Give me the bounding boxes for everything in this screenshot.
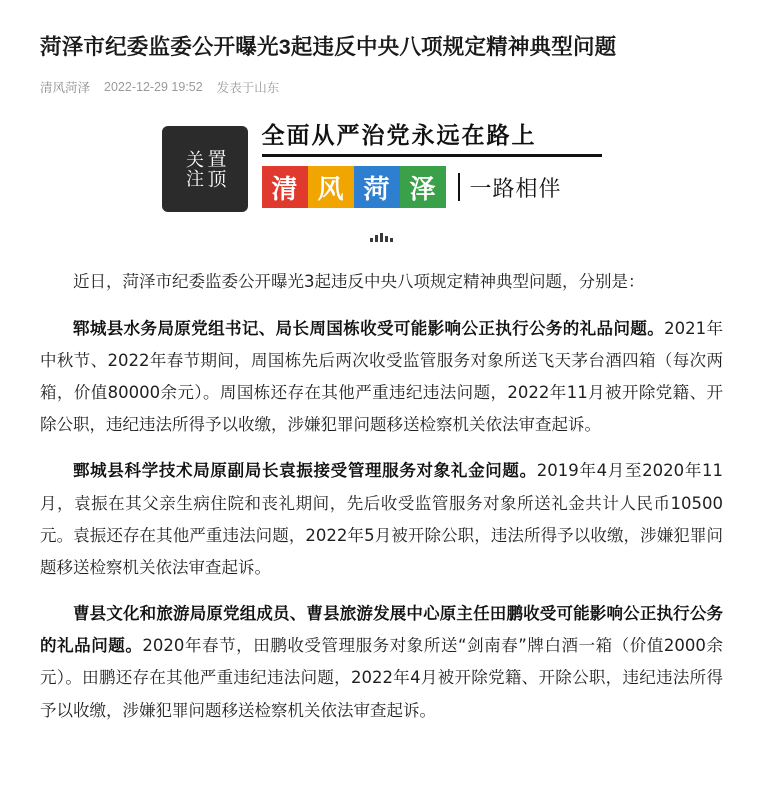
article-container [0,14,763,726]
banner-tail [458,172,562,203]
paragraph-case-1 [40,313,723,442]
paragraph-case-3 [40,598,723,727]
article-meta [40,78,723,96]
seal-char-zhu: 注 [182,169,204,189]
banner-divider [262,154,602,157]
seal-char-ding: 顶 [204,169,227,190]
seal-right-column [205,149,226,189]
brand-char-he: 菏 [354,166,400,208]
article-body [40,266,723,726]
banner-inner [162,122,602,218]
brand-char-qing: 清 [262,166,308,208]
publish-source: 发表于山东 [216,81,280,96]
banner-text-block [262,122,602,208]
article-page [0,14,763,793]
case-1-lead: 郓城县水务局原党组书记、局长周国栋收受可能影响公正执行公务的礼品问题。 [73,318,665,338]
page-title: 菏泽市纪委监委公开曝光3起违反中央八项规定精神典型问题 [40,35,617,60]
brand-char-ze: 泽 [400,166,446,208]
paragraph-case-2 [40,455,723,584]
author-name: 清风菏泽 [40,81,91,96]
case-2-lead: 鄄城县科学技术局原副局长袁振接受管理服务对象礼金问题。 [73,461,537,481]
case-2-text: 2019年4月至2020年11月，袁振在其父亲生病住院和丧礼期间，先后收受监管服务对象所送礼金共计人民币10500元。袁振还存在其他严重违法问题，2022年5月被开除公职，违法所得予以收缴，涉嫌犯罪问题移送检察机关依法审查起诉。 [40,461,723,577]
banner-image [40,122,723,218]
case-3-lead: 曹县文化和旅游局原党组成员、曹县旅游发展中心原主任田鹏收受可能影响公正执行公务的礼品问题。 [40,604,723,656]
case-1-text: 2021年中秋节、2022年春节期间，周国栋先后两次收受监管服务对象所送飞天茅台酒四箱（每次两箱，价值80000余元）。周国栋还存在其他严重违纪违法问题，2022年11月被开除党籍、开除公职，违纪违法所得予以收缴，涉嫌犯罪问题移送检察机关依法审查起诉。 [40,318,724,435]
banner-tail-text: 一路相伴 [469,176,562,202]
seal-char-zhi: 置 [204,149,227,170]
banner-brand-row [262,166,602,208]
paragraph-intro [40,266,723,298]
case-3-text: 2020年春节，田鹏收受管理服务对象所送“剑南春”牌白酒一箱（价值2000余元）。田鹏还存在其他严重违纪违法问题，2022年4月被开除党籍、开除公职，违纪违法所得予以收缴，涉嫌犯罪问题移送检察机关依法审查起诉。 [40,636,723,720]
seal-char-guan: 关 [182,150,204,170]
audio-wave-icon [367,232,397,242]
follow-seal-icon [162,126,248,212]
banner-slogan: 全面从严治党永远在路上 [261,123,537,150]
brand-char-feng: 风 [308,166,354,208]
banner-tail-bar [458,173,460,201]
seal-left-column [184,150,203,188]
paragraph-text: 近日，菏泽市纪委监委公开曝光3起违反中央八项规定精神典型问题，分别是： [73,272,645,292]
publish-date: 2022-12-29 19:52 [104,80,203,95]
